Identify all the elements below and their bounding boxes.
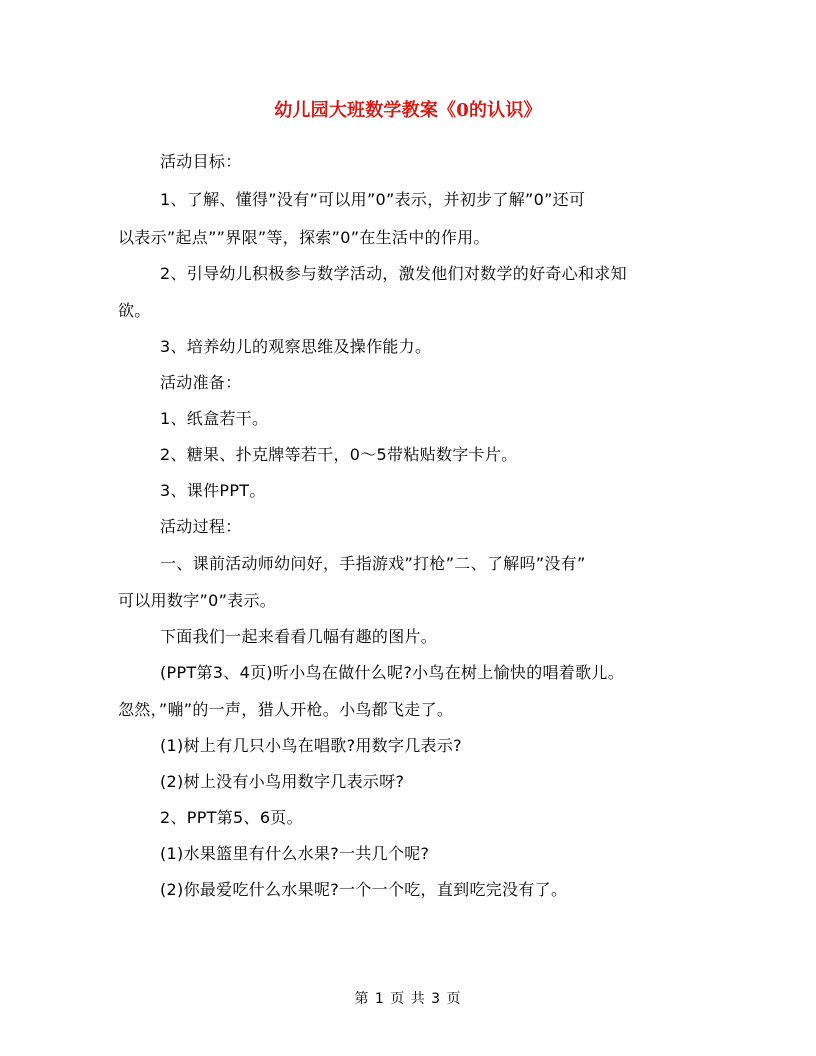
paragraph-goal-3: 3、培养幼儿的观察思维及操作能力。 [160, 337, 432, 356]
paragraph-goal-2-line-2: 欲。 [118, 301, 151, 320]
paragraph-fruit-question-2: (2)你最爱吃什么水果呢?一个一个吃，直到吃完没有了。 [160, 880, 568, 899]
paragraph-activity-prep-heading: 活动准备： [160, 373, 242, 392]
paragraph-process-intro: 下面我们一起来看看几幅有趣的图片。 [160, 627, 438, 646]
paragraph-process-1-line-2: 可以用数字”0”表示。 [118, 591, 277, 610]
paragraph-process-1-line-1: 一、课前活动师幼问好，手指游戏”打枪”二、了解吗”没有” [160, 554, 586, 573]
paragraph-activity-process-heading: 活动过程： [160, 517, 242, 536]
paragraph-ppt-3-4-line-2: 忽然，”嘣”的一声，猎人开枪。小鸟都飞走了。 [118, 700, 454, 719]
document-title: 幼儿园大班数学教案《0的认识》 [274, 100, 542, 121]
paragraph-ppt-5-6: 2、PPT第5、6页。 [160, 808, 303, 827]
paragraph-fruit-question-1: (1)水果篮里有什么水果?一共几个呢? [160, 844, 430, 863]
paragraph-prep-2: 2、糖果、扑克牌等若干，0～5带粘贴数字卡片。 [160, 445, 518, 464]
paragraph-goal-2-line-1: 2、引导幼儿积极参与数学活动，激发他们对数学的好奇心和求知 [160, 264, 627, 283]
paragraph-goal-1-line-2: 以表示”起点””界限”等，探索”0”在生活中的作用。 [118, 228, 490, 247]
page-number-footer: 第 1 页 共 3 页 [354, 991, 462, 1007]
paragraph-prep-1: 1、纸盒若干。 [160, 409, 269, 428]
paragraph-question-2: (2)树上没有小鸟用数字几表示呀? [160, 772, 405, 791]
paragraph-question-1: (1)树上有几只小鸟在唱歌?用数字几表示? [160, 736, 462, 755]
paragraph-ppt-3-4-line-1: (PPT第3、4页)听小鸟在做什么呢?小鸟在树上愉快的唱着歌儿。 [160, 663, 625, 682]
paragraph-activity-goals-heading: 活动目标： [160, 152, 242, 171]
paragraph-goal-1-line-1: 1、了解、懂得”没有”可以用”0”表示，并初步了解”0”还可 [160, 190, 586, 209]
paragraph-prep-3: 3、课件PPT。 [160, 481, 266, 500]
